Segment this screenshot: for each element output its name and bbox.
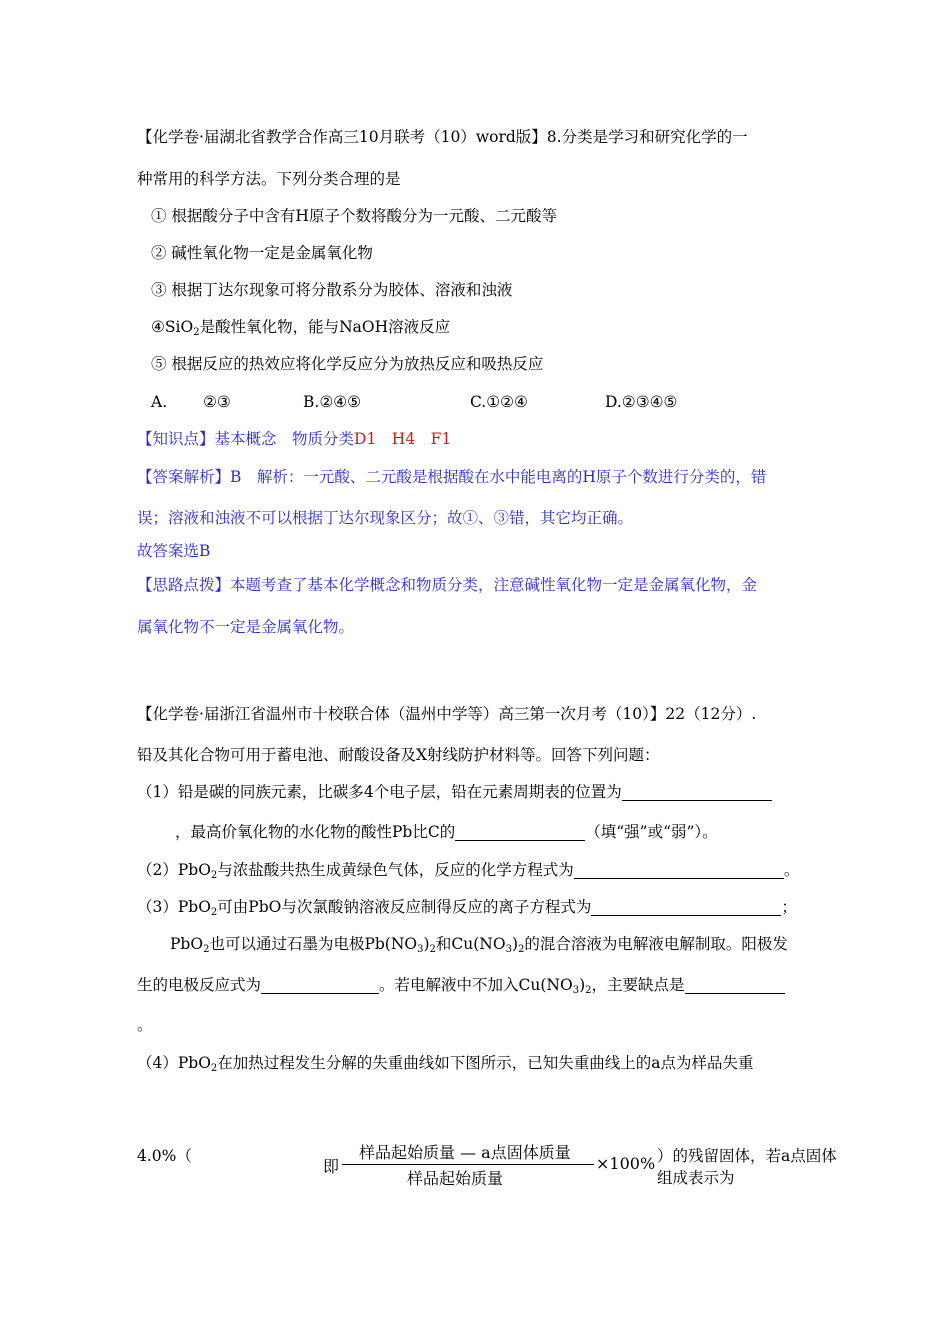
q1-header-cont: 种常用的科学方法。下列分类合理的是 bbox=[137, 170, 401, 188]
q2-intro: 铅及其化合物可用于蓄电池、耐酸设备及X射线防护材料等。回答下列问题： bbox=[137, 746, 660, 764]
q1-option-a: ②③ bbox=[203, 393, 231, 411]
answer-blank[interactable] bbox=[685, 977, 785, 994]
q1-item-1: ① 根据酸分子中含有H原子个数将酸分为一元酸、二元酸等 bbox=[151, 207, 557, 225]
answer-blank[interactable] bbox=[622, 784, 772, 801]
q1-answer-line-3: 故答案选B bbox=[137, 542, 211, 560]
answer-blank[interactable] bbox=[455, 824, 585, 841]
q1-header: 【化学卷·届湖北省教学合作高三10月联考（10）word版】8.分类是学习和研究化学的一 bbox=[137, 128, 748, 146]
q1-option-d: D.②③④⑤ bbox=[605, 393, 678, 411]
q1-answer-line-1: 【答案解析】B 解析：一元酸、二元酸是根据酸在水中能电离的H原子个数进行分类的，错 bbox=[137, 468, 767, 486]
q1-item-4: ④SiO$_2$是酸性氧化物，能与NaOH溶液反应 bbox=[151, 318, 451, 338]
q2-part-1a: （1）铅是碳的同族元素，比碳多4个电子层，铅在元素周期表的位置为 bbox=[137, 781, 772, 803]
answer-blank[interactable] bbox=[261, 977, 379, 994]
q1-answer-line-2: 误；溶液和浊液不可以根据丁达尔现象区分；故①、③错，其它均正确。 bbox=[137, 509, 634, 527]
fraction-tail: ×100% bbox=[596, 1154, 656, 1173]
fraction-denominator: 样品起始质量 bbox=[407, 1169, 504, 1188]
fraction-lead: 即 bbox=[323, 1157, 340, 1176]
q2-part-3d: 。 bbox=[137, 1016, 153, 1034]
q1-hint-line-2: 属氧化物不一定是金属氧化物。 bbox=[137, 618, 355, 636]
fraction-suffix: ）的残留固体，若a点固体组成表示为 bbox=[657, 1147, 837, 1187]
fraction-prefix: 4.0%（ bbox=[137, 1147, 192, 1165]
q2-header: 【化学卷·届浙江省温州市十校联合体（温州中学等）高三第一次月考（10）】22（12分）. bbox=[137, 705, 757, 723]
q2-part-3: （3）PbO$_2$可由PbO与次氯酸钠溶液反应制得反应的离子方程式为 ； bbox=[137, 898, 797, 918]
q1-option-c: C.①②④ bbox=[470, 393, 528, 411]
q2-part-1b: ，最高价氧化物的水化物的酸性Pb比C的 （填“强”或“弱”）。 bbox=[175, 823, 718, 841]
q1-item-2: ② 碱性氧化物一定是金属氧化物 bbox=[151, 244, 373, 262]
q1-hint-line-1: 【思路点拨】本题考查了基本化学概念和物质分类，注意碱性氧化物一定是金属氧化物，金 bbox=[137, 576, 758, 594]
fraction-bar bbox=[342, 1164, 594, 1165]
q1-item-3: ③ 根据丁达尔现象可将分散系分为胶体、溶液和浊液 bbox=[151, 281, 513, 299]
answer-blank[interactable] bbox=[591, 899, 781, 916]
q2-part-2: （2）PbO$_2$与浓盐酸共热生成黄绿色气体，反应的化学方程式为 。 bbox=[137, 861, 800, 881]
q2-part-3c: 生的电极反应式为 。若电解液中不加入$Cu(NO_3)_2$，主要缺点是 bbox=[137, 974, 785, 996]
q2-part-3b: PbO$_2$也可以通过石墨为电极$Pb(NO_3)_2$和$Cu(NO_3)_2$的混合溶液为电解液电解制取。阳极发 bbox=[170, 935, 788, 955]
q1-option-b: B.②④⑤ bbox=[303, 393, 362, 411]
q1-option-a-label: A. bbox=[151, 393, 168, 411]
q1-knowledge-point: 【知识点】基本概念 物质分类D1 H4 F1 bbox=[137, 430, 452, 448]
fraction-numerator: 样品起始质量 — a点固体质量 bbox=[359, 1143, 571, 1162]
answer-blank[interactable] bbox=[574, 862, 784, 879]
q2-fraction-line bbox=[137, 1134, 837, 1188]
q2-part-4: （4）PbO$_2$在加热过程发生分解的失重曲线如下图所示，已知失重曲线上的a点为样品失重 bbox=[137, 1054, 754, 1074]
q1-item-5: ⑤ 根据反应的热效应将化学反应分为放热反应和吸热反应 bbox=[151, 355, 544, 373]
